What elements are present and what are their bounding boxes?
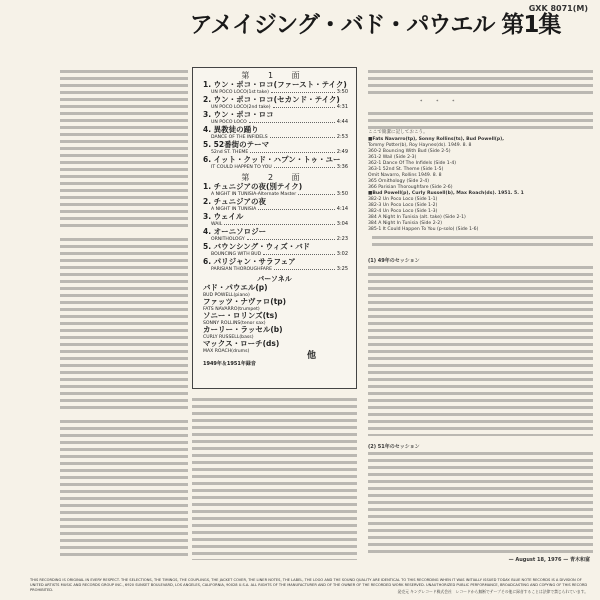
track-title-jp: 2. ウン・ポコ・ロコ(セカンド・テイク) <box>203 95 340 104</box>
liner-notes-right-para-2 <box>372 236 593 250</box>
track-time: 3:50 <box>336 190 348 197</box>
track-title-en-row <box>203 165 348 171</box>
session-line: 382-3 Un Poco Loco (Side 1-2) <box>368 203 438 208</box>
legal-notice: THIS RECORDING IS ORIGINAL IN EVERY RESPECT. THE SELECTIONS, THE TIMINGS, THE COUPLINGS, THE JACKET COVER, THE LINER NOTES, THE LABEL, THE LOGO AND THE SOUND QUALITY ARE IDENTICAL TO THIS RECORDING WHEN IT WAS INITIALLY ISSUED TODAY. BLUE NOTE RECORDS IS A DIVISION OF UNITED ARTISTS MUSIC AND RECORDS GROUP INC., 6920 SUNSET BOULEVARD, LOS ANGELES, CALIFORNIA, 90028 U.S.A. ALL RIGHTS OF THE MANUFACTURER AND OF THE OWNER OF THE RECORDED WORK RESERVED. UNAUTHORIZED PUBLIC PERFORMANCE, BROADCASTING AND COPYING OF THIS RECORD PROHIBITED. <box>30 578 588 592</box>
session-line: 365 Ornithology (Side 2-4) <box>368 179 430 184</box>
track-time: 3:02 <box>336 250 348 257</box>
track-title-en: ORNITHOLOGY <box>211 236 245 242</box>
track-title-en: BOUNCING WITH BUD <box>211 251 262 257</box>
intro-line: ここで簡潔に記しておこう。 <box>368 130 428 135</box>
track-title-en: 52nd ST. THEME <box>211 149 249 155</box>
track-title-en: IT COULD HAPPEN TO YOU <box>211 164 272 170</box>
track-title-en: PARISIAN THOROUGHFARE <box>211 266 272 272</box>
liner-notes-left-column-3 <box>60 420 188 560</box>
signature: — August 18, 1976 — 青木和富 <box>508 557 590 563</box>
liner-notes-left-column-2 <box>60 238 188 413</box>
liner-notes-left-column <box>60 70 188 230</box>
track-time: 4:31 <box>336 103 348 110</box>
liner-notes-right-intro <box>368 70 593 94</box>
personnel-name-jp: ファッツ・ナヴァロ(tp) <box>203 297 287 306</box>
personnel-name-jp: カーリー・ラッセル(b) <box>203 325 283 334</box>
track-time: 2:53 <box>336 133 348 140</box>
personnel-name-jp: ソニー・ロリンズ(ts) <box>203 311 278 320</box>
track-item <box>193 96 356 110</box>
track-item <box>193 81 356 95</box>
section-1951-heading: (2) 51年のセッション <box>368 444 420 450</box>
track-title-jp: 5. バウンシング・ウィズ・バド <box>203 242 311 251</box>
session-discography <box>368 137 596 233</box>
tracklist-box <box>192 67 357 389</box>
track-title-en: UN POCO LOCO(1st take) <box>211 89 269 95</box>
session-line: ■Bud Powell(p), Curly Russell(b), Max Roach(ds). 1951. 5. 1 <box>368 191 524 196</box>
dotted-leader <box>224 222 334 226</box>
track-title-jp: 2. チュニジアの夜 <box>203 197 266 206</box>
track-title-en: UN POCO LOCO <box>211 119 247 125</box>
session-line: 385-1 It Could Happen To You (p-solo) (Side 1-6) <box>368 227 479 232</box>
track-item <box>193 258 356 272</box>
personnel-etc: 他 <box>306 351 316 361</box>
side-1-heading: 第 1 面 <box>241 71 308 80</box>
track-time: 2:49 <box>336 148 348 155</box>
personnel-name-en: SONNY ROLLINS(tenor sax) <box>203 320 266 326</box>
track-item <box>193 198 356 212</box>
track-item <box>193 243 356 257</box>
track-time: 3:04 <box>336 220 348 227</box>
track-item <box>193 228 356 242</box>
dotted-leader <box>273 105 335 109</box>
track-title-jp: 6. イット・クッド・ハプン・トゥ・ユー <box>203 155 341 164</box>
catalog-number: GXK 8071(M) <box>528 4 588 13</box>
track-title-jp: 5. 52番街のテーマ <box>203 140 270 149</box>
dotted-leader <box>250 150 335 154</box>
track-item <box>193 111 356 125</box>
session-line: ■Fats Navarro(tp), Sonny Rollins(ts), Bud Powell(p), <box>368 137 505 142</box>
track-item <box>193 156 356 170</box>
session-line: Tommy Potter(b), Roy Haynes(ds). 1949. 8. 8 <box>368 143 472 148</box>
section-1949-heading: (1) 49年のセッション <box>368 258 420 264</box>
liner-notes-right-para <box>368 112 593 130</box>
personnel-name-en: FATS NAVARRO(trumpet) <box>203 306 260 312</box>
session-line: 361-2 Wail (Side 2-3) <box>368 155 417 160</box>
track-title-jp: 6. パリジャン・サラフェア <box>203 257 296 266</box>
personnel-name-en: BUD POWELL(piano) <box>203 292 250 298</box>
side-2-heading: 第 2 面 <box>241 173 308 182</box>
track-time: 3:50 <box>336 88 348 95</box>
dotted-leader <box>274 267 335 271</box>
track-title-en: WAIL <box>211 221 223 227</box>
dotted-leader <box>258 207 334 211</box>
track-title-jp: 4. オーニソロジー <box>203 227 267 236</box>
session-line: 384 A Night In Tunisia (alt. take) (Side 2-1) <box>368 215 466 220</box>
liner-notes-middle-column <box>192 398 357 560</box>
session-line: 366 Parisian Thoroughfare (Side 2-6) <box>368 185 453 190</box>
dotted-leader <box>274 165 335 169</box>
track-item <box>193 126 356 140</box>
personnel-name-en: CURLY RUSSELL(bass) <box>203 334 254 340</box>
session-line: 360-2 Bouncing With Bud (Side 2-5) <box>368 149 451 154</box>
track-time: 2:23 <box>336 235 348 242</box>
track-title-en: UN POCO LOCO(2nd take) <box>211 104 271 110</box>
track-title-en: DANCE OF THE INFIDELS <box>211 134 268 140</box>
track-time: 3:36 <box>336 163 348 170</box>
recording-years: 1949年＆1951年録音 <box>203 361 256 367</box>
personnel-name-jp: マックス・ローチ(ds) <box>203 339 280 348</box>
personnel-name-en: MAX ROACH(drums) <box>203 348 250 354</box>
dotted-leader <box>249 120 335 124</box>
dotted-leader <box>270 135 335 139</box>
session-line: Omit Navarro, Rollins 1949. 8. 8 <box>368 173 442 178</box>
track-item <box>193 183 356 197</box>
track-item <box>193 141 356 155</box>
track-time: 4:44 <box>336 118 348 125</box>
album-title: アメイジング・バド・パウエル 第1集 <box>189 12 561 38</box>
dotted-leader <box>298 192 335 196</box>
track-title-jp: 3. ウン・ポコ・ロコ <box>203 110 274 119</box>
track-title-jp: 3. ウェイル <box>203 212 244 221</box>
track-title-en: A NIGHT IN TUNISIA-Alternate Master <box>211 191 297 197</box>
track-title-jp: 1. ウン・ポコ・ロコ(ファースト・テイク) <box>203 80 347 89</box>
session-line: 384 A Night In Tunisia (Side 2-2) <box>368 221 442 226</box>
track-title-en: A NIGHT IN TUNISIA <box>211 206 257 212</box>
liner-notes-1949 <box>368 266 593 436</box>
session-line: 362-1 Dance Of The Infidels (Side 1-4) <box>368 161 457 166</box>
session-line: 382-2 Un Poco Loco (Side 1-1) <box>368 197 438 202</box>
track-title-jp: 1. チュニジアの夜(別テイク) <box>203 182 303 191</box>
dotted-leader <box>271 90 335 94</box>
legal-notice-jp: 発売元 キングレコード株式会社 レコードから無断でテープその他に録音することは法律で禁じられています。 <box>397 589 588 594</box>
track-time: 4:14 <box>336 205 348 212</box>
track-title-jp: 4. 異教徒の踊り <box>203 125 259 134</box>
session-line: 363-1 52nd St. Theme (Side 1-5) <box>368 167 444 172</box>
dotted-leader <box>263 252 335 256</box>
dotted-leader <box>247 237 335 241</box>
personnel-name-jp: バド・パウエル(p) <box>203 283 268 292</box>
section-divider-stars: * * * <box>420 100 455 105</box>
track-title-en-row <box>203 267 348 273</box>
session-line: 382-4 Un Poco Loco (Side 1-3) <box>368 209 438 214</box>
track-item <box>193 213 356 227</box>
track-time: 3:25 <box>336 265 348 272</box>
personnel-heading: パーソネル <box>257 275 292 283</box>
liner-notes-1951 <box>368 452 593 556</box>
